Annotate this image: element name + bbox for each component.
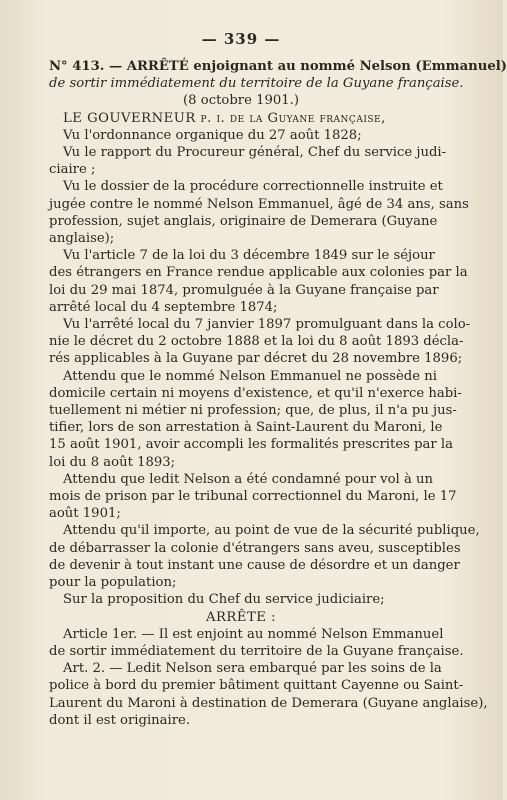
text-line: jugée contre le nommé Nelson Emmanuel, âgé de 34 ans, sans <box>49 196 469 212</box>
text-line: Vu l'ordonnance organique du 27 août 1828; <box>63 127 362 143</box>
text-line: anglaise); <box>49 231 115 247</box>
text-line: nie le décret du 2 octobre 1888 et la loi du 8 août 1893 décla- <box>49 334 464 350</box>
text-line: N° 413. — ARRÊTÉ enjoignant au nommé Nelson (Emmanuel) <box>49 59 507 74</box>
text-line: Vu le dossier de la procédure correctionnelle instruite et <box>63 179 443 195</box>
text-line: des étrangers en France rendue applicable aux colonies par la <box>49 265 468 281</box>
text-line: (8 octobre 1901.) <box>183 93 299 109</box>
text-line: Article 1er. — Il est enjoint au nommé Nelson Emmanuel <box>63 626 444 642</box>
text-line: Attendu que le nommé Nelson Emmanuel ne possède ni <box>63 368 437 384</box>
text-line: Laurent du Maroni à destination de Demerara (Guyane anglaise), <box>49 695 488 711</box>
page-number: — 339 — <box>201 30 281 48</box>
text-line: août 1901; <box>49 506 121 522</box>
text-line: tifier, lors de son arrestation à Saint-Laurent du Maroni, le <box>49 420 443 436</box>
text-line: LE GOUVERNEUR p. i. de la Guyane française, <box>63 110 386 126</box>
text-line: police à bord du premier bâtiment quittant Cayenne ou Saint- <box>49 678 464 694</box>
text-line: domicile certain ni moyens d'existence, et qu'il n'exerce habi- <box>49 385 462 401</box>
text-line: loi du 29 mai 1874, promulguée à la Guyane française par <box>49 282 439 298</box>
text-line: Attendu que ledit Nelson a été condamné pour vol à un <box>63 471 433 487</box>
text-line: loi du 8 août 1893; <box>49 454 176 470</box>
text-line: de sortir immédiatement du territoire de la Guyane française. <box>49 643 464 659</box>
text-line: tuellement ni métier ni profession; que, de plus, il n'a pu jus- <box>49 403 457 419</box>
text-line: Attendu qu'il importe, au point de vue de la sécurité publique, <box>63 523 480 539</box>
text-line: 15 août 1901, avoir accompli les formalités prescrites par la <box>49 437 453 453</box>
text-line: de sortir immédiatement du territoire de la Guyane française. <box>49 76 464 92</box>
text-line: Sur la proposition du Chef du service judiciaire; <box>63 592 385 608</box>
text-line: Vu le rapport du Procureur général, Chef du service judi- <box>63 145 447 161</box>
text-line: mois de prison par le tribunal correctionnel du Maroni, le 17 <box>49 489 457 505</box>
text-line: Art. 2. — Ledit Nelson sera embarqué par les soins de la <box>63 661 442 677</box>
text-line: Vu l'article 7 de la loi du 3 décembre 1849 sur le séjour <box>63 248 435 264</box>
text-line: rés applicables à la Guyane par décret du 28 novembre 1896; <box>49 351 463 367</box>
text-line: de devenir à tout instant une cause de désordre et un danger <box>49 557 460 573</box>
text-line: pour la population; <box>49 575 177 591</box>
text-line: arrêté local du 4 septembre 1874; <box>49 299 278 315</box>
arrete-text <box>49 58 507 729</box>
text-line: profession, sujet anglais, originaire de Demerara (Guyane <box>49 213 438 229</box>
text-line: de débarrasser la colonie d'étrangers sans aveu, susceptibles <box>49 540 461 556</box>
text-line: ARRÊTE : <box>205 609 277 625</box>
text-line: ciaire ; <box>49 162 96 178</box>
text-line: dont il est originaire. <box>49 712 191 728</box>
text-line: Vu l'arrêté local du 7 janvier 1897 promulguant dans la colo- <box>63 317 471 333</box>
